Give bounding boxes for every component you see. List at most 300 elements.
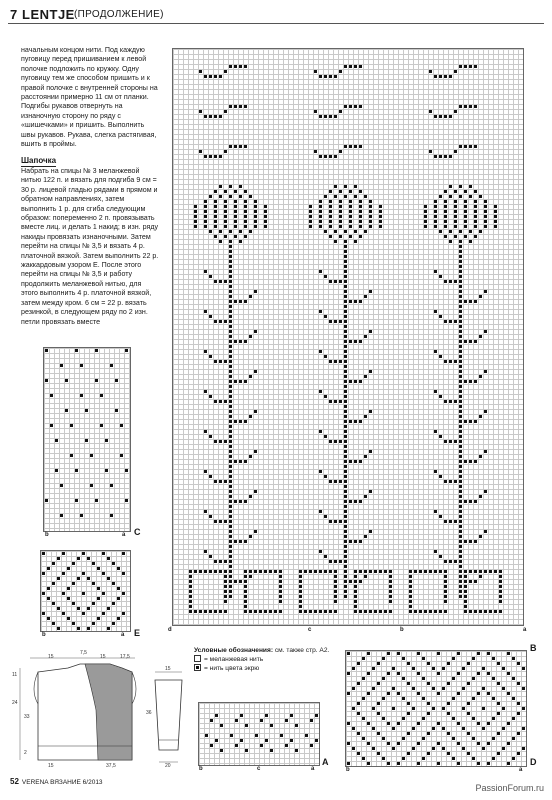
stitch-dot xyxy=(214,480,217,483)
empty-square-icon xyxy=(194,655,201,662)
stitch-dot xyxy=(344,570,347,573)
stitch-dot xyxy=(57,627,60,630)
stitch-dot xyxy=(224,440,227,443)
schem-front-side: 11 xyxy=(12,672,18,678)
stitch-dot xyxy=(482,707,485,710)
stitch-dot xyxy=(204,75,207,78)
stitch-dot xyxy=(229,145,232,148)
page-number: 52 xyxy=(10,777,19,786)
stitch-dot xyxy=(357,682,360,685)
stitch-dot xyxy=(344,320,347,323)
stitch-dot xyxy=(359,210,362,213)
stitch-dot xyxy=(329,235,332,238)
stitch-dot xyxy=(397,692,400,695)
stitch-dot xyxy=(249,230,252,233)
stitch-dot xyxy=(229,455,232,458)
stitch-dot xyxy=(474,105,477,108)
stitch-dot xyxy=(499,600,502,603)
stitch-dot xyxy=(434,115,437,118)
stitch-dot xyxy=(459,465,462,468)
stitch-dot xyxy=(52,622,55,625)
stitch-dot xyxy=(359,460,362,463)
stitch-dot xyxy=(100,394,103,397)
stitch-dot xyxy=(229,370,232,373)
stitch-dot xyxy=(354,605,357,608)
stitch-dot xyxy=(344,465,347,468)
stitch-dot xyxy=(362,757,365,760)
stitch-dot xyxy=(344,330,347,333)
stitch-dot xyxy=(97,597,100,600)
stitch-dot xyxy=(434,610,437,613)
stitch-dot xyxy=(464,460,467,463)
stitch-dot xyxy=(344,375,347,378)
stitch-dot xyxy=(459,400,462,403)
stitch-dot xyxy=(219,480,222,483)
stitch-dot xyxy=(459,480,462,483)
stitch-dot xyxy=(469,145,472,148)
stitch-dot xyxy=(459,230,462,233)
stitch-dot xyxy=(469,460,472,463)
stitch-dot xyxy=(487,672,490,675)
stitch-dot xyxy=(499,580,502,583)
chart-d-grid xyxy=(345,650,527,767)
stitch-dot xyxy=(329,220,332,223)
stitch-dot xyxy=(244,595,247,598)
stitch-dot xyxy=(115,379,118,382)
stitch-dot xyxy=(299,580,302,583)
stitch-dot xyxy=(229,305,232,308)
stitch-dot xyxy=(319,115,322,118)
stitch-dot xyxy=(347,692,350,695)
watermark: PassionForum.ru xyxy=(475,783,544,793)
stitch-dot xyxy=(474,190,477,193)
stitch-dot xyxy=(234,340,237,343)
stitch-dot xyxy=(324,195,327,198)
stitch-dot xyxy=(492,717,495,720)
stitch-dot xyxy=(254,570,257,573)
stitch-dot xyxy=(434,390,437,393)
stitch-dot xyxy=(264,610,267,613)
legend-item-melange: = меланжевая нить xyxy=(194,655,329,664)
stitch-dot xyxy=(194,205,197,208)
stitch-dot xyxy=(229,510,232,513)
stitch-dot xyxy=(459,415,462,418)
stitch-dot xyxy=(244,420,247,423)
stitch-dot xyxy=(75,349,78,352)
stitch-dot xyxy=(279,600,282,603)
stitch-dot xyxy=(369,290,372,293)
stitch-dot xyxy=(437,692,440,695)
stitch-dot xyxy=(449,360,452,363)
stitch-dot xyxy=(344,400,347,403)
stitch-dot xyxy=(344,390,347,393)
stitch-dot xyxy=(290,739,293,742)
stitch-dot xyxy=(82,552,85,555)
stitch-dot xyxy=(229,595,232,598)
stitch-dot xyxy=(234,200,237,203)
stitch-dot xyxy=(349,220,352,223)
stitch-dot xyxy=(479,375,482,378)
stitch-dot xyxy=(439,230,442,233)
stitch-dot xyxy=(362,697,365,700)
stitch-dot xyxy=(467,752,470,755)
stitch-dot xyxy=(469,185,472,188)
stitch-dot xyxy=(449,400,452,403)
stitch-dot xyxy=(354,540,357,543)
stitch-dot xyxy=(122,572,125,575)
stitch-dot xyxy=(369,205,372,208)
stitch-dot xyxy=(354,145,357,148)
stitch-dot xyxy=(434,225,437,228)
stitch-dot xyxy=(334,585,337,588)
stitch-dot xyxy=(214,200,217,203)
stitch-dot xyxy=(417,672,420,675)
stitch-dot xyxy=(459,195,462,198)
stitch-dot xyxy=(239,500,242,503)
stitch-dot xyxy=(229,425,232,428)
stitch-dot xyxy=(487,762,490,765)
stitch-dot xyxy=(117,587,120,590)
stitch-dot xyxy=(224,215,227,218)
stitch-dot xyxy=(204,610,207,613)
stitch-dot xyxy=(459,550,462,553)
schem-front-h3: 2 xyxy=(24,750,27,756)
stitch-dot xyxy=(344,580,347,583)
stitch-dot xyxy=(369,450,372,453)
chart-d-bottom-b: b xyxy=(346,767,350,773)
stitch-dot xyxy=(517,732,520,735)
stitch-dot xyxy=(507,672,510,675)
stitch-dot xyxy=(449,560,452,563)
stitch-dot xyxy=(352,707,355,710)
stitch-dot xyxy=(464,200,467,203)
stitch-dot xyxy=(374,610,377,613)
stitch-dot xyxy=(439,355,442,358)
stitch-dot xyxy=(474,460,477,463)
stitch-dot xyxy=(397,652,400,655)
stitch-dot xyxy=(214,75,217,78)
stitch-dot xyxy=(414,610,417,613)
stitch-dot xyxy=(274,610,277,613)
stitch-dot xyxy=(349,540,352,543)
stitch-dot xyxy=(42,552,45,555)
stitch-dot xyxy=(459,450,462,453)
stitch-dot xyxy=(377,662,380,665)
stitch-dot xyxy=(219,400,222,403)
stitch-dot xyxy=(512,757,515,760)
chart-e-motifs xyxy=(41,551,130,631)
stitch-dot xyxy=(259,610,262,613)
stitch-dot xyxy=(464,580,467,583)
stitch-dot xyxy=(494,205,497,208)
chart-b-grid xyxy=(172,48,524,626)
stitch-dot xyxy=(494,220,497,223)
stitch-dot xyxy=(459,395,462,398)
stitch-dot xyxy=(439,515,442,518)
stitch-dot xyxy=(444,480,447,483)
stitch-dot xyxy=(319,225,322,228)
stitch-dot xyxy=(354,240,357,243)
stitch-dot xyxy=(344,515,347,518)
stitch-dot xyxy=(477,722,480,725)
stitch-dot xyxy=(474,65,477,68)
stitch-dot xyxy=(454,235,457,238)
stitch-dot xyxy=(107,607,110,610)
stitch-dot xyxy=(214,400,217,403)
stitch-dot xyxy=(67,617,70,620)
stitch-dot xyxy=(254,330,257,333)
stitch-dot xyxy=(229,355,232,358)
stitch-dot xyxy=(329,320,332,323)
stitch-dot xyxy=(392,747,395,750)
stitch-dot xyxy=(347,652,350,655)
stitch-dot xyxy=(389,585,392,588)
stitch-dot xyxy=(369,220,372,223)
stitch-dot xyxy=(494,570,497,573)
stitch-dot xyxy=(102,592,105,595)
stitch-dot xyxy=(214,610,217,613)
stitch-dot xyxy=(349,200,352,203)
stitch-dot xyxy=(209,115,212,118)
stitch-dot xyxy=(449,240,452,243)
stitch-dot xyxy=(229,195,232,198)
stitch-dot xyxy=(100,424,103,427)
stitch-dot xyxy=(229,270,232,273)
stitch-dot xyxy=(459,595,462,598)
stitch-dot xyxy=(229,245,232,248)
stitch-dot xyxy=(369,570,372,573)
stitch-dot xyxy=(479,610,482,613)
stitch-dot xyxy=(354,65,357,68)
stitch-dot xyxy=(459,310,462,313)
stitch-dot xyxy=(344,585,347,588)
stitch-dot xyxy=(204,205,207,208)
stitch-dot xyxy=(389,610,392,613)
schem-front-top: 15 xyxy=(48,654,54,660)
stitch-dot xyxy=(442,707,445,710)
stitch-dot xyxy=(344,525,347,528)
stitch-dot xyxy=(339,235,342,238)
stitch-dot xyxy=(117,617,120,620)
stitch-dot xyxy=(374,570,377,573)
stitch-dot xyxy=(449,75,452,78)
stitch-dot xyxy=(512,657,515,660)
stitch-dot xyxy=(219,610,222,613)
stitch-dot xyxy=(364,610,367,613)
stitch-dot xyxy=(444,520,447,523)
stitch-dot xyxy=(344,260,347,263)
stitch-dot xyxy=(459,145,462,148)
stitch-dot xyxy=(189,570,192,573)
stitch-dot xyxy=(389,580,392,583)
stitch-dot xyxy=(354,580,357,583)
stitch-dot xyxy=(359,205,362,208)
stitch-dot xyxy=(229,550,232,553)
stitch-dot xyxy=(424,220,427,223)
stitch-dot xyxy=(479,535,482,538)
stitch-dot xyxy=(229,410,232,413)
stitch-dot xyxy=(402,697,405,700)
chart-b-bottom-d: d xyxy=(168,627,172,633)
stitch-dot xyxy=(459,290,462,293)
stitch-dot xyxy=(359,340,362,343)
stitch-dot xyxy=(369,330,372,333)
stitch-dot xyxy=(229,360,232,363)
stitch-dot xyxy=(409,585,412,588)
stitch-dot xyxy=(122,612,125,615)
chart-c-grid xyxy=(43,347,131,532)
stitch-dot xyxy=(324,555,327,558)
stitch-dot xyxy=(459,495,462,498)
stitch-dot xyxy=(512,717,515,720)
stitch-dot xyxy=(344,540,347,543)
stitch-dot xyxy=(387,652,390,655)
stitch-dot xyxy=(240,714,243,717)
stitch-dot xyxy=(344,410,347,413)
stitch-dot xyxy=(249,195,252,198)
stitch-dot xyxy=(310,719,313,722)
stitch-dot xyxy=(204,550,207,553)
stitch-dot xyxy=(239,65,242,68)
stitch-dot xyxy=(352,747,355,750)
stitch-dot xyxy=(344,590,347,593)
chart-e-bottom-b: b xyxy=(42,632,46,638)
stitch-dot xyxy=(344,145,347,148)
stitch-dot xyxy=(194,570,197,573)
stitch-dot xyxy=(344,370,347,373)
stitch-dot xyxy=(264,570,267,573)
stitch-dot xyxy=(219,360,222,363)
stitch-dot xyxy=(334,580,337,583)
stitch-dot xyxy=(457,652,460,655)
stitch-dot xyxy=(359,380,362,383)
stitch-dot xyxy=(285,719,288,722)
stitch-dot xyxy=(214,215,217,218)
stitch-dot xyxy=(454,360,457,363)
stitch-dot xyxy=(214,210,217,213)
stitch-dot xyxy=(507,742,510,745)
stitch-dot xyxy=(344,595,347,598)
stitch-dot xyxy=(299,610,302,613)
stitch-dot xyxy=(464,420,467,423)
stitch-dot xyxy=(409,600,412,603)
stitch-dot xyxy=(319,220,322,223)
stitch-dot xyxy=(224,400,227,403)
stitch-dot xyxy=(459,540,462,543)
stitch-dot xyxy=(467,732,470,735)
stitch-dot xyxy=(439,315,442,318)
stitch-dot xyxy=(459,375,462,378)
stitch-dot xyxy=(349,420,352,423)
stitch-dot xyxy=(417,762,420,765)
stitch-dot xyxy=(364,495,367,498)
stitch-dot xyxy=(397,742,400,745)
stitch-dot xyxy=(432,727,435,730)
stitch-dot xyxy=(329,480,332,483)
stitch-dot xyxy=(234,190,237,193)
stitch-dot xyxy=(339,205,342,208)
stitch-dot xyxy=(219,230,222,233)
stitch-dot xyxy=(352,687,355,690)
stitch-dot xyxy=(264,220,267,223)
stitch-dot xyxy=(422,717,425,720)
stitch-dot xyxy=(434,350,437,353)
stitch-dot xyxy=(209,275,212,278)
stitch-dot xyxy=(459,260,462,263)
stitch-dot xyxy=(295,724,298,727)
stitch-dot xyxy=(379,570,382,573)
stitch-dot xyxy=(344,470,347,473)
stitch-dot xyxy=(314,610,317,613)
stitch-dot xyxy=(464,145,467,148)
stitch-dot xyxy=(447,732,450,735)
stitch-dot xyxy=(244,570,247,573)
stitch-dot xyxy=(244,460,247,463)
stitch-dot xyxy=(474,380,477,383)
stitch-dot xyxy=(319,550,322,553)
stitch-dot xyxy=(229,240,232,243)
stitch-dot xyxy=(224,520,227,523)
stitch-dot xyxy=(219,570,222,573)
stitch-dot xyxy=(244,605,247,608)
stitch-dot xyxy=(224,320,227,323)
stitch-dot xyxy=(214,360,217,363)
stitch-dot xyxy=(214,560,217,563)
stitch-dot xyxy=(454,400,457,403)
stitch-dot xyxy=(224,150,227,153)
stitch-dot xyxy=(249,415,252,418)
stitch-dot xyxy=(229,185,232,188)
stitch-dot xyxy=(249,375,252,378)
stitch-dot xyxy=(234,300,237,303)
stitch-dot xyxy=(449,185,452,188)
stitch-dot xyxy=(234,215,237,218)
stitch-dot xyxy=(234,225,237,228)
stitch-dot xyxy=(459,320,462,323)
stitch-dot xyxy=(459,385,462,388)
stitch-dot xyxy=(484,215,487,218)
stitch-dot xyxy=(454,70,457,73)
stitch-dot xyxy=(479,295,482,298)
stitch-dot xyxy=(42,612,45,615)
stitch-dot xyxy=(45,349,48,352)
stitch-dot xyxy=(459,300,462,303)
stitch-dot xyxy=(484,290,487,293)
stitch-dot xyxy=(377,752,380,755)
stitch-dot xyxy=(502,707,505,710)
stitch-dot xyxy=(97,587,100,590)
stitch-dot xyxy=(352,667,355,670)
stitch-dot xyxy=(229,340,232,343)
stitch-dot xyxy=(244,200,247,203)
stitch-dot xyxy=(229,320,232,323)
stitch-dot xyxy=(437,722,440,725)
stitch-dot xyxy=(329,440,332,443)
stitch-dot xyxy=(459,315,462,318)
stitch-dot xyxy=(329,155,332,158)
stitch-dot xyxy=(309,205,312,208)
stitch-dot xyxy=(447,702,450,705)
schem-front-bottom: 15 xyxy=(48,763,54,769)
stitch-dot xyxy=(459,380,462,383)
stitch-dot xyxy=(107,557,110,560)
stitch-dot xyxy=(229,480,232,483)
stitch-dot xyxy=(329,610,332,613)
stitch-dot xyxy=(434,220,437,223)
stitch-dot xyxy=(229,430,232,433)
stitch-dot xyxy=(459,370,462,373)
chart-a-bottom-a: a xyxy=(311,766,315,772)
